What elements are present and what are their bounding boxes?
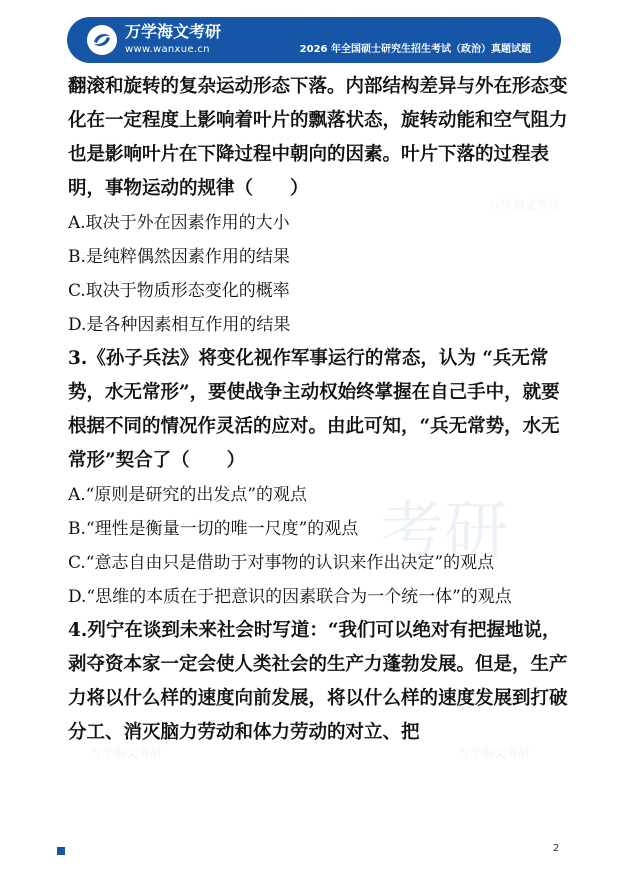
footer-square-mark [57, 847, 65, 855]
q2-option-a: A.取决于外在因素作用的大小 [68, 213, 290, 233]
q3-option-d: D.“思维的本质在于把意识的因素联合为一个统一体”的观点 [68, 587, 512, 607]
q2-option-b: B.是纯粹偶然因素作用的结果 [68, 247, 290, 267]
brand-logo-icon [91, 29, 113, 51]
exam-content [68, 70, 568, 750]
watermark-small: 万学海文考研 [488, 198, 561, 212]
exam-title: 2026 年全国硕士研究生招生考试（政治）真题试题 [299, 44, 531, 55]
brand-url: www.wanxue.cn [125, 44, 210, 55]
watermark-small: 万学海文考研 [458, 746, 531, 760]
question-3-stem: 3.《孙子兵法》将变化视作军事运行的常态，认为 “兵无常势，水无常形”，要使战争主动权始终掌握在自己手中，就要根据不同的情况作灵活的应对。由此可知，“兵无常势，水无常形”契合了（ ） [68, 348, 560, 471]
question-2-stem-continued: 翻滚和旋转的复杂运动形态下落。内部结构差异与外在形态变化在一定程度上影响着叶片的飘落状态，旋转动能和空气阻力也是影响叶片在下降过程中朝向的因素。叶片下落的过程表明，事物运动的规律（ ） [68, 76, 568, 199]
question-4-stem: 4.列宁在谈到未来社会时写道：“我们可以绝对有把握地说，剥夺资本家一定会使人类社会的生产力蓬勃发展。但是，生产力将以什么样的速度向前发展，将以什么样的速度发展到打破分工、消灭脑力劳动和体力劳动的对立、把 [68, 620, 568, 743]
brand-logo [87, 25, 117, 55]
page-number: 2 [553, 843, 560, 854]
q2-option-d: D.是各种因素相互作用的结果 [68, 315, 291, 335]
q3-option-c: C.“意志自由只是借助于对事物的认识来作出决定”的观点 [68, 553, 495, 573]
page-header-banner [67, 17, 561, 63]
watermark-large: 考研 [380, 495, 508, 569]
watermark-small: 万学海文考研 [90, 746, 163, 760]
brand-name: 万学海文考研 [125, 22, 222, 41]
q2-option-c: C.取决于物质形态变化的概率 [68, 281, 290, 301]
q3-option-a: A.“原则是研究的出发点”的观点 [68, 485, 308, 505]
q3-option-b: B.“理性是衡量一切的唯一尺度”的观点 [68, 519, 359, 539]
